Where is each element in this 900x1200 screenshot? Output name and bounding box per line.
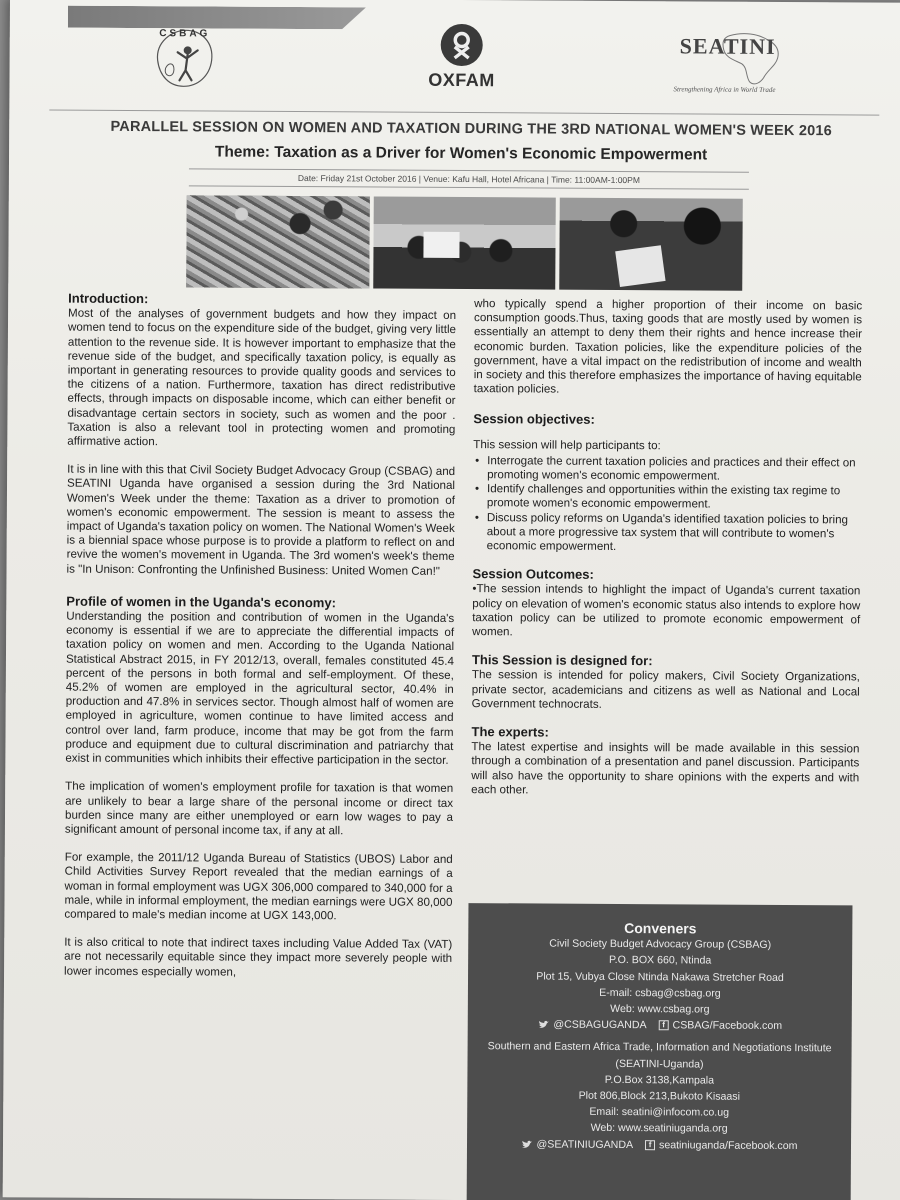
profile-heading: Profile of women in the Uganda's economy: [66, 593, 336, 611]
paper-sheet [616, 245, 666, 287]
csbag-website[interactable]: Web: www.csbag.org [610, 1002, 710, 1016]
seatini-email[interactable]: Email: seatini@infocom.co.ug [589, 1106, 730, 1119]
page-title: PARALLEL SESSION ON WOMEN AND TAXATION DURING THE 3RD NATIONAL WOMEN'S WEEK 2016 [110, 118, 832, 140]
seatini-short-name: (SEATINI-Uganda) [615, 1057, 704, 1071]
seatini-social-row [467, 1136, 851, 1155]
seatini-tagline: Strengthening Africa in World Trade [673, 85, 776, 94]
oxfam-logo-text: OXFAM [428, 69, 495, 91]
seatini-facebook[interactable] [645, 1137, 798, 1154]
conveners-title: Conveners [624, 920, 697, 937]
outcomes-paragraph: •The session intends to highlight the impact of Uganda's current taxation policy on elevation of women's economic status also intends to explore how taxation policy can be utilized to promote economic empowerment of women. [472, 582, 861, 639]
profile-paragraph-2: The implication of women's employment profile for taxation is that women are unlikely to bear a large share of the personal income or direct tax burden since many are either unemployed or earn low wages to pay a significant amount of personal income tax, if any at all. [64, 779, 454, 838]
theme-text: Taxation as a Driver for Women's Economic Empowerment [269, 143, 708, 164]
list-item: • Identify challenges and opportunities within the existing tax regime to promote women's economic empowerment. [473, 482, 861, 513]
csbag-logo [149, 20, 219, 100]
facebook-icon: f [659, 1021, 669, 1031]
csbag-logo-text: CSBAG [159, 28, 211, 40]
theme-label: Theme: [214, 143, 271, 161]
continuation-paragraph: who typically spend a higher proportion of their income on basic consumption goods.Thus, taxing goods that are mostly used by women is essentially an attempt to deny them their rights and hence increase their economic burden. Taxation policies, like the expenditure policies of the government, have a vital impact on the redistribution of income and wealth in society and this therefore emphasizes the importance of having equitable taxation policies. [473, 297, 863, 396]
theme-line [151, 143, 771, 165]
conveners-box [467, 903, 853, 1200]
seatini-twitter-handle: @SEATINIUGANDA [536, 1138, 634, 1151]
right-column [471, 297, 862, 813]
designed-for-paragraph: The session is intended for policy makers, Civil Society Organizations, private sector, academicians and citizens as well as National and Local Government technocrats. [471, 668, 860, 711]
csbag-name: Civil Society Budget Advocacy Group (CSBAG) [549, 937, 772, 952]
list-item: • Discuss policy reforms on Uganda's identified taxation policies to bring about a more progressive tax system that will contribute to women's economic empowerment. [473, 511, 861, 556]
introduction-heading: Introduction: [68, 290, 149, 307]
seatini-name: Southern and Eastern Africa Trade, Information and Negotiations Institute [487, 1040, 832, 1055]
twitter-icon [537, 1020, 549, 1030]
flyer-page [3, 0, 900, 1200]
outcomes-heading: Session Outcomes: [472, 566, 594, 583]
photo-strip [186, 195, 743, 290]
objectives-list [473, 454, 862, 556]
placard [423, 232, 459, 258]
event-photo-demonstration [373, 196, 556, 289]
csbag-po-box: P.O. BOX 660, Ntinda [608, 954, 712, 967]
profile-paragraph-3: For example, the 2011/12 Uganda Bureau of Statistics (UBOS) Labor and Child Activities Survey Report revealed that the median earnings of a woman in formal employment was UGX 306,000 compared to 340,000 for a male, while in informal employment, the median earnings were UGX 80,000 compared to male's median income at UGX 143,000. [64, 850, 453, 923]
list-item: • Interrogate the current taxation policies and practices and their effect on promoting women's economic empowerment. [473, 454, 861, 485]
oxfam-logo [421, 24, 501, 104]
objectives-intro: This session will help participants to: [473, 437, 661, 452]
csbag-facebook[interactable] [659, 1017, 783, 1034]
event-details: Date: Friday 21st October 2016 | Venue: Kafu Hall, Hotel Africana | Time: 11:00AM-1:00PM [189, 168, 749, 189]
experts-paragraph: The latest expertise and insights will be made available in this session through a combination of a presentation and panel discussion. Participants will also have the opportunity to share opinions with the experts and with each other. [471, 740, 860, 797]
csbag-facebook-handle: CSBAG/Facebook.com [672, 1019, 783, 1033]
oxfam-emblem-icon [441, 24, 483, 66]
experts-heading: The experts: [471, 724, 549, 740]
objectives-heading: Session objectives: [473, 411, 595, 428]
csbag-twitter-handle: @CSBAGUGANDA [553, 1018, 647, 1032]
event-photo-market [186, 195, 369, 288]
seatini-logo [669, 31, 809, 102]
introduction-paragraph-2: It is in line with this that Civil Society Budget Advocacy Group (CSBAG) and SEATINI Uganda have organised a session during the 3rd National Women's Week under the theme: Taxation as a driver to promotion of women's economic empowerment. The session is meant to assess the impact of Uganda's taxation policy on women. The National Women's Week is a biennial space whose purpose is to provide a platform to reflect on and revive the women's movement in Uganda. The 3rd women's week's theme is "In Unison: Confronting the Unfinished Business: United Women Can!" [66, 462, 456, 578]
seatini-logo-text: SEATINI [679, 33, 776, 59]
seatini-address: Plot 806,Block 213,Bukoto Kisaasi [578, 1089, 741, 1103]
designed-for-heading: This Session is designed for: [471, 652, 653, 669]
seatini-twitter[interactable] [521, 1136, 634, 1153]
twitter-icon [521, 1139, 533, 1149]
introduction-paragraph-1: Most of the analyses of government budgets and how they impact on women tend to focus on the expenditure side of the budget, giving very little attention to the revenue side. It is however important to emphasize that the revenue side of the budget, and specifically taxation policy, is equally as important in generating resources to provide quality goods and services to the citizens of a nation. Furthermore, taxation has direct redistributive effects, through impacts on disposable income, which can either benefit or disadvantage certain sectors in society, such as women and the poor . Taxation is also a relevant tool in protecting women and promoting affirmative action. [67, 306, 457, 449]
left-column [64, 292, 456, 995]
csbag-twitter[interactable] [537, 1017, 646, 1034]
csbag-address: Plot 15, Vubya Close Ntinda Nakawa Stretcher Road [536, 970, 784, 984]
header-divider [49, 109, 879, 115]
csbag-email[interactable]: E-mail: csbag@csbag.org [599, 986, 721, 1000]
event-photo-reading [560, 198, 743, 291]
seatini-po-box: P.O.Box 3138,Kampala [604, 1073, 715, 1087]
seatini-facebook-handle: seatiniuganda/Facebook.com [659, 1138, 798, 1152]
seatini-website[interactable]: Web: www.seatiniuganda.org [590, 1122, 728, 1136]
profile-paragraph-4: It is also critical to note that indirect taxes including Value Added Tax (VAT) are not necessarily equitable since they impact more severely people with lower incomes especially women, [64, 935, 453, 979]
profile-paragraph-1: Understanding the position and contribution of women in the Uganda's economy is essential if we are to appreciate the differential impacts of taxation policy on women and men. According to the Uganda National Statistical Abstract 2015, in FY 2012/13, overall, females constituted 45.4 percent of the persons in both formal and self-employment. Of these, 45.2% of women are employed in the agricultural sector, 40.4% in production and 47.8% in services sector. Though almost half of women are employed in agriculture, women continue to have limited access and control over land, farm produce, income that may be got from the farm produce and equipment due to cultural discrimination and patriarchy that exist in communities which inhibits their effective participation in the sector. [65, 609, 455, 768]
facebook-icon: f [645, 1140, 655, 1150]
